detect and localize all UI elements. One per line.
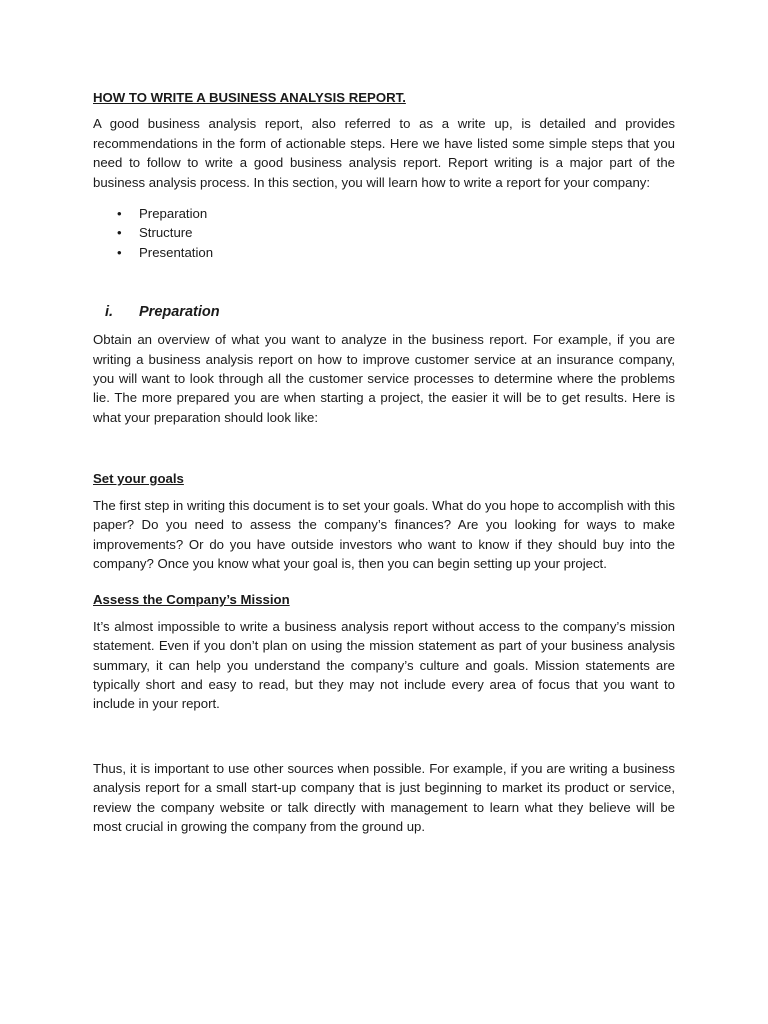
spacer (93, 434, 675, 469)
list-item-label: Preparation (139, 206, 208, 222)
list-item (93, 243, 675, 262)
goals-paragraph: The first step in writing this document is to set your goals. What do you hope to accomplish with this paper? Do you need to assess the company’s finances? Are you looking for ways to make improvements? Or do you have outside investors who want to know if they should buy into the company? Once you know what your goal is, then you can begin setting up your project. (93, 497, 675, 571)
intro-paragraph: A good business analysis report, also referred to as a write up, is detailed and provides recommendations in the form of actionable steps. Here we have listed some simple steps that you need to follow to write a good business analysis report. Report writing is a major part of the business analysis process. In this section, you will learn how to write a report for your company: (93, 116, 675, 190)
list-item (93, 204, 675, 223)
document-title: HOW TO WRITE A BUSINESS ANALYSIS REPORT. (93, 90, 406, 105)
mission-paragraph-1: It’s almost impossible to write a business analysis report without access to the company’s mission statement. Even if you don’t plan on using the mission statement as part of your business analysis summary, it can help you understand the company’s culture and goals. Mission statements are typically short and easy to read, but they may not include every area of focus that you want to include in your report. (93, 618, 675, 712)
spacer (93, 580, 675, 590)
bullet-icon: • (117, 225, 122, 241)
section-number: i. (105, 304, 114, 321)
section-heading-preparation (93, 302, 675, 322)
list-item-label: Structure (139, 225, 193, 241)
bullet-icon: • (117, 244, 122, 260)
preparation-paragraph: Obtain an overview of what you want to analyze in the business report. For example, if you are writing a business analysis report on how to improve customer service at an insurance company, you will want to look through all the customer service processes to determine where the problems lie. The more prepared you are when starting a project, the easier it will be to get results. Here is what your preparation should look like: (93, 332, 675, 425)
section-title: Preparation (139, 304, 220, 321)
steps-list (93, 204, 675, 262)
list-item-label: Presentation (139, 244, 214, 260)
mission-heading: Assess the Company’s Mission (93, 592, 290, 608)
mission-paragraph-2: Thus, it is important to use other sources when possible. For example, if you are writing a business analysis report for a small start-up company that is just beginning to market its product or service, review the company website or talk directly with management to learn what they believe will be most crucial in growing the company from the ground up. (93, 760, 675, 834)
list-item (93, 223, 675, 242)
spacer (93, 721, 675, 759)
goals-heading: Set your goals (93, 471, 184, 487)
bullet-icon: • (117, 206, 122, 222)
